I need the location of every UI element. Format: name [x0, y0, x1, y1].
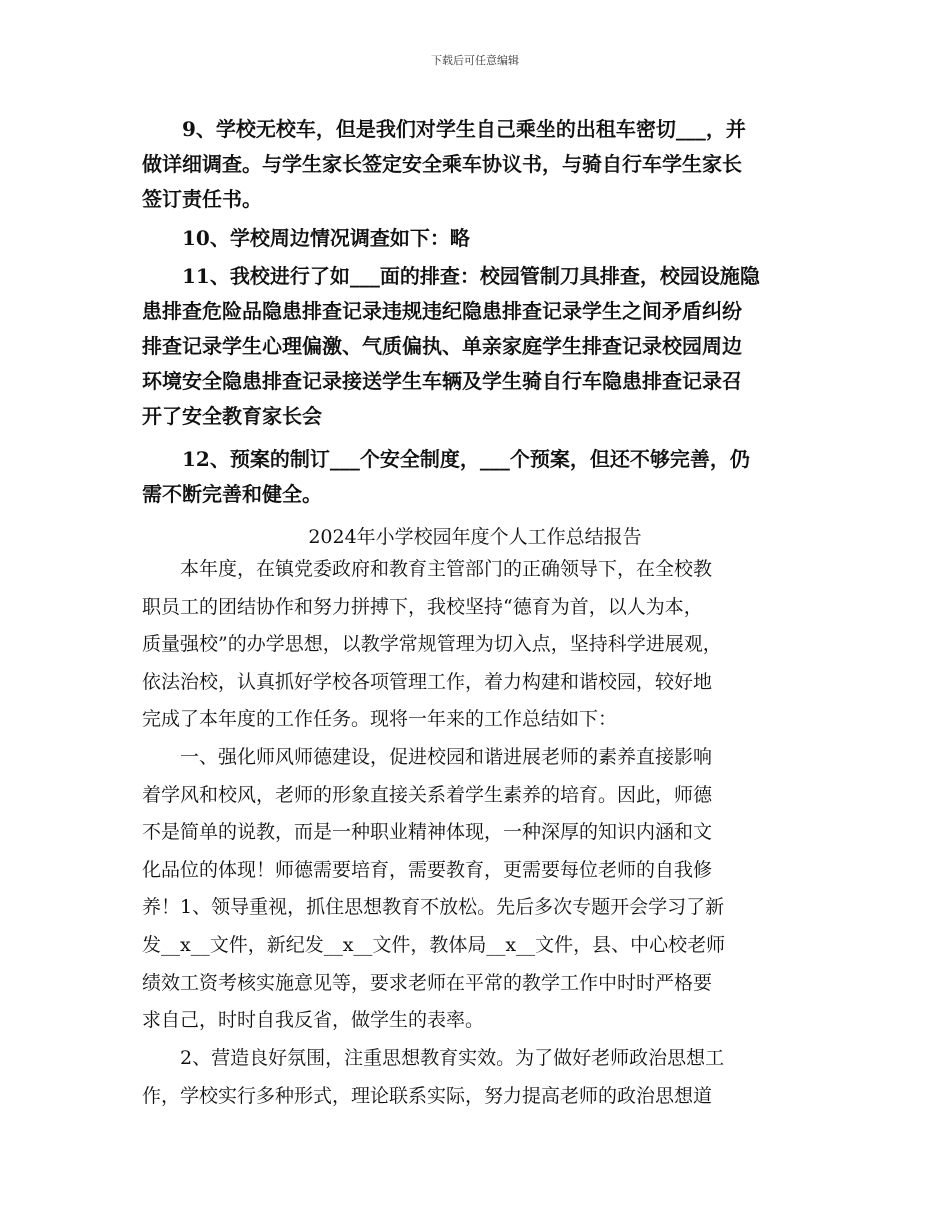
text-line: 着学风和校风，老师的形象直接关系着学生素养的培育。因此，师德 [142, 783, 713, 806]
text-line: 患排查危险品隐患排查记录违规违纪隐患排查记录学生之间矛盾纠纷 [142, 299, 742, 323]
text-line: 签订责任书。 [142, 187, 262, 211]
paragraph-item-9 [142, 112, 822, 217]
text-line: 依法治校，认真抓好学校各项管理工作，着力构建和谐校园，较好地 [142, 670, 713, 693]
text-line: 一、强化师风师德建设，促进校园和谐进展老师的素养直接影响 [142, 746, 713, 768]
text-line: 质量强校”的办学思想，以教学常规管理为切入点，坚持科学进展观， [142, 633, 722, 656]
text-line: 养！1、领导重视，抓住思想教育不放松。先后多次专题开会学习了新 [142, 896, 725, 919]
text-line: 开了安全教育家长会 [142, 404, 322, 428]
text-line: 环境安全隐患排查记录接送学生车辆及学生骑自行车隐患排查记录召 [142, 369, 742, 393]
text-line: 完成了本年度的工作任务。现将一年来的工作总结如下： [142, 708, 618, 731]
text-line: 作，学校实行多种形式，理论联系实际，努力提高老师的政治思想道 [142, 1084, 713, 1107]
text-line: 9、学校无校车，但是我们对学生自己乘坐的出租车密切___，并 [142, 117, 746, 141]
text-line: 发__x__文件，新纪发__x__文件，教体局__x__文件，县、中心校老师 [142, 933, 726, 956]
paragraph-intro [142, 551, 822, 739]
text-line: 本年度，在镇党委政府和教育主管部门的正确领导下，在全校教 [142, 558, 713, 580]
text-line: 绩效工资考核实施意见等，要求老师在平常的教学工作中时时严格要 [142, 971, 713, 994]
text-line: 需不断完善和健全。 [142, 482, 322, 506]
paragraph-item-10 [142, 221, 822, 256]
text-line: 做详细调查。与学生家长签定安全乘车协议书，与骑自行车学生家长 [142, 152, 742, 176]
text-line: 10、学校周边情况调查如下：略 [142, 226, 470, 250]
text-line: 排查记录学生心理偏激、气质偏执、单亲家庭学生排查记录校园周边 [142, 334, 742, 358]
text-line: 化品位的体现！师德需要培育，需要教育，更需要每位老师的自我修 [142, 858, 713, 881]
text-line: 不是简单的说教，而是一种职业精神体现，一种深厚的知识内涵和文 [142, 821, 713, 844]
text-line: 12、预案的制订___个安全制度，___个预案，但还不够完善，仍 [142, 447, 750, 471]
paragraph-item-11 [142, 259, 822, 434]
text-line: 求自己，时时自我反省，做学生的表率。 [142, 1009, 485, 1032]
paragraph-item-12 [142, 442, 822, 512]
text-line: 2、营造良好氛围，注重思想教育实效。为了做好老师政治思想工 [142, 1047, 725, 1069]
page-header: 下载后可任意编辑 [431, 54, 519, 67]
text-line: 职员工的团结协作和努力拼搏下，我校坚持“德育为首，以人为本， [142, 595, 703, 618]
report-title: 2024年小学校园年度个人工作总结报告 [308, 526, 642, 548]
paragraph-part-1 [142, 739, 822, 1040]
paragraph-part-2 [142, 1040, 822, 1115]
text-line: 11、我校进行了如___面的排查：校园管制刀具排查，校园设施隐 [142, 264, 760, 288]
